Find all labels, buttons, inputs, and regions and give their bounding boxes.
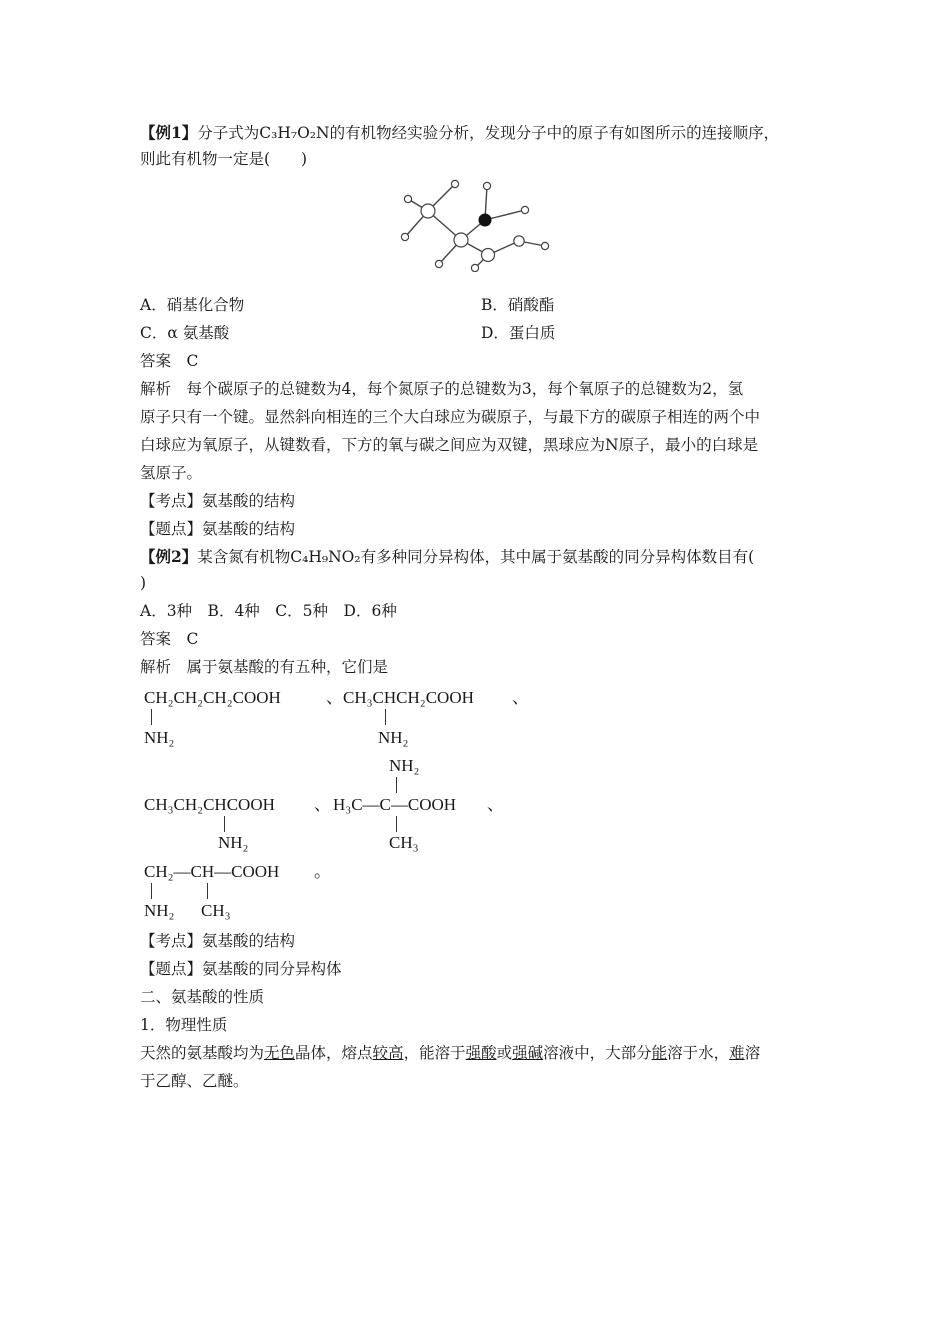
structure4-top-substituent: NH₂ xyxy=(389,756,420,775)
example1-analysis-line1: 解析 每个碳原子的总键数为4，每个氮原子的总键数为3，每个氧原子的总键数为2，氢 xyxy=(140,380,744,398)
structure-separator: 、 xyxy=(314,795,331,814)
example1-option-d: D．蛋白质 xyxy=(481,324,556,342)
structure2-substituent: NH₂ xyxy=(378,728,409,747)
example1-analysis-line3: 白球应为氧原子，从键数看，下方的氧与碳之间应为双键，黑球应为N原子，最小的白球是 xyxy=(140,436,759,454)
example1-option-a: A．硝基化合物 xyxy=(140,296,245,314)
example1-question-text: 分子式为C₃H₇O₂N的有机物经实验分析，发现分子中的原子有如图所示的连接顺序， xyxy=(197,124,780,142)
example1-analysis-line4: 氢原子。 xyxy=(140,464,203,482)
example1-kaodian: 【考点】氨基酸的结构 xyxy=(140,492,296,510)
structure5-bond1 xyxy=(151,883,152,899)
structure3-main: CH₃CH₂CHCOOH xyxy=(144,795,275,814)
structure1-bond xyxy=(151,709,152,725)
text-run: ，能溶于 xyxy=(403,1044,466,1062)
hydrogen-atom xyxy=(471,264,478,271)
example2-question-text: 某含氮有机物C₄H₉NO₂有多种同分异构体，其中属于氨基酸的同分异构体数目有( xyxy=(197,548,755,566)
example1-analysis-line2: 原子只有一个键。显然斜向相连的三个大白球应为碳原子，与最下方的碳原子相连的两个中 xyxy=(140,408,761,426)
example1-option-b: B．硝酸酯 xyxy=(481,296,555,314)
underlined-term: 强酸 xyxy=(465,1044,497,1062)
example2-analysis-intro: 解析 属于氨基酸的有五种，它们是 xyxy=(140,658,389,676)
structure4-bottom-substituent: CH₃ xyxy=(389,833,419,852)
hydrogen-atom xyxy=(521,206,528,213)
structure3-substituent: NH₂ xyxy=(218,833,249,852)
hydrogen-atom xyxy=(404,195,411,202)
example1-answer: 答案 C xyxy=(140,352,199,370)
example1-question-line1 xyxy=(140,122,779,144)
example2-question-line1 xyxy=(140,546,754,568)
structure2-main: CH₃CHCH₂COOH xyxy=(343,688,474,707)
hydrogen-atom xyxy=(451,180,458,187)
section2-text-line2: 于乙醇、乙醚。 xyxy=(140,1072,249,1090)
hydrogen-atom xyxy=(483,182,490,189)
text-run: 或 xyxy=(496,1044,513,1062)
text-run: 溶液中，大部分 xyxy=(543,1044,652,1062)
structure1-main: CH₂CH₂CH₂COOH xyxy=(144,688,281,707)
text-run: 溶于水， xyxy=(667,1044,730,1062)
example1-tidian: 【题点】氨基酸的结构 xyxy=(140,520,296,538)
structure-separator: 、 xyxy=(487,795,504,814)
nitrogen-atom xyxy=(479,214,491,226)
example1-question-line2: 则此有机物一定是( ) xyxy=(140,150,308,168)
structure5-substituent2: CH₃ xyxy=(201,901,231,920)
hydrogen-atom xyxy=(541,242,548,249)
example2-answer: 答案 C xyxy=(140,630,199,648)
example1-option-c: C．α 氨基酸 xyxy=(140,324,230,342)
example2-tag: 【例2】 xyxy=(140,547,198,566)
structure3-bond xyxy=(224,816,225,832)
carbon-atom xyxy=(454,233,468,247)
structure4-bottom-bond xyxy=(396,816,397,832)
structure2-bond xyxy=(385,709,386,725)
section2-text-line1 xyxy=(140,1042,760,1064)
structure1-substituent: NH₂ xyxy=(144,728,175,747)
hydrogen-atom xyxy=(401,233,408,240)
carbon-atom xyxy=(421,204,435,218)
section2-heading: 二、氨基酸的性质 xyxy=(140,988,265,1006)
oxygen-atom xyxy=(514,236,524,246)
example2-question-line2: ) xyxy=(140,574,147,592)
hydrogen-atom xyxy=(435,260,442,267)
example2-tidian: 【题点】氨基酸的同分异构体 xyxy=(140,960,342,978)
structure-separator: 、 xyxy=(326,688,343,707)
structure-separator: 、 xyxy=(512,688,529,707)
example1-tag: 【例1】 xyxy=(140,123,198,142)
example2-kaodian: 【考点】氨基酸的结构 xyxy=(140,932,296,950)
underlined-term: 强碱 xyxy=(512,1044,544,1062)
underlined-term: 难 xyxy=(729,1044,745,1062)
carbon-atom xyxy=(482,249,495,262)
section2-subheading: 1．物理性质 xyxy=(140,1016,228,1034)
structure4-top-bond xyxy=(396,777,397,793)
structure5-bond2 xyxy=(207,883,208,899)
underlined-term: 无色 xyxy=(264,1044,296,1062)
underlined-term: 较高 xyxy=(372,1044,404,1062)
structure5-main: CH₂—CH—COOH xyxy=(144,862,280,881)
text-run: 晶体，熔点 xyxy=(295,1044,373,1062)
example2-options: A．3种 B．4种 C．5种 D．6种 xyxy=(140,602,397,620)
structure-end-mark: 。 xyxy=(314,862,331,881)
structure5-substituent1: NH₂ xyxy=(144,901,175,920)
text-run: 天然的氨基酸均为 xyxy=(140,1044,265,1062)
text-run: 溶 xyxy=(744,1044,761,1062)
structure4-main: H₃C—C—COOH xyxy=(333,795,457,814)
molecule-diagram xyxy=(395,176,560,272)
underlined-term: 能 xyxy=(651,1044,668,1062)
